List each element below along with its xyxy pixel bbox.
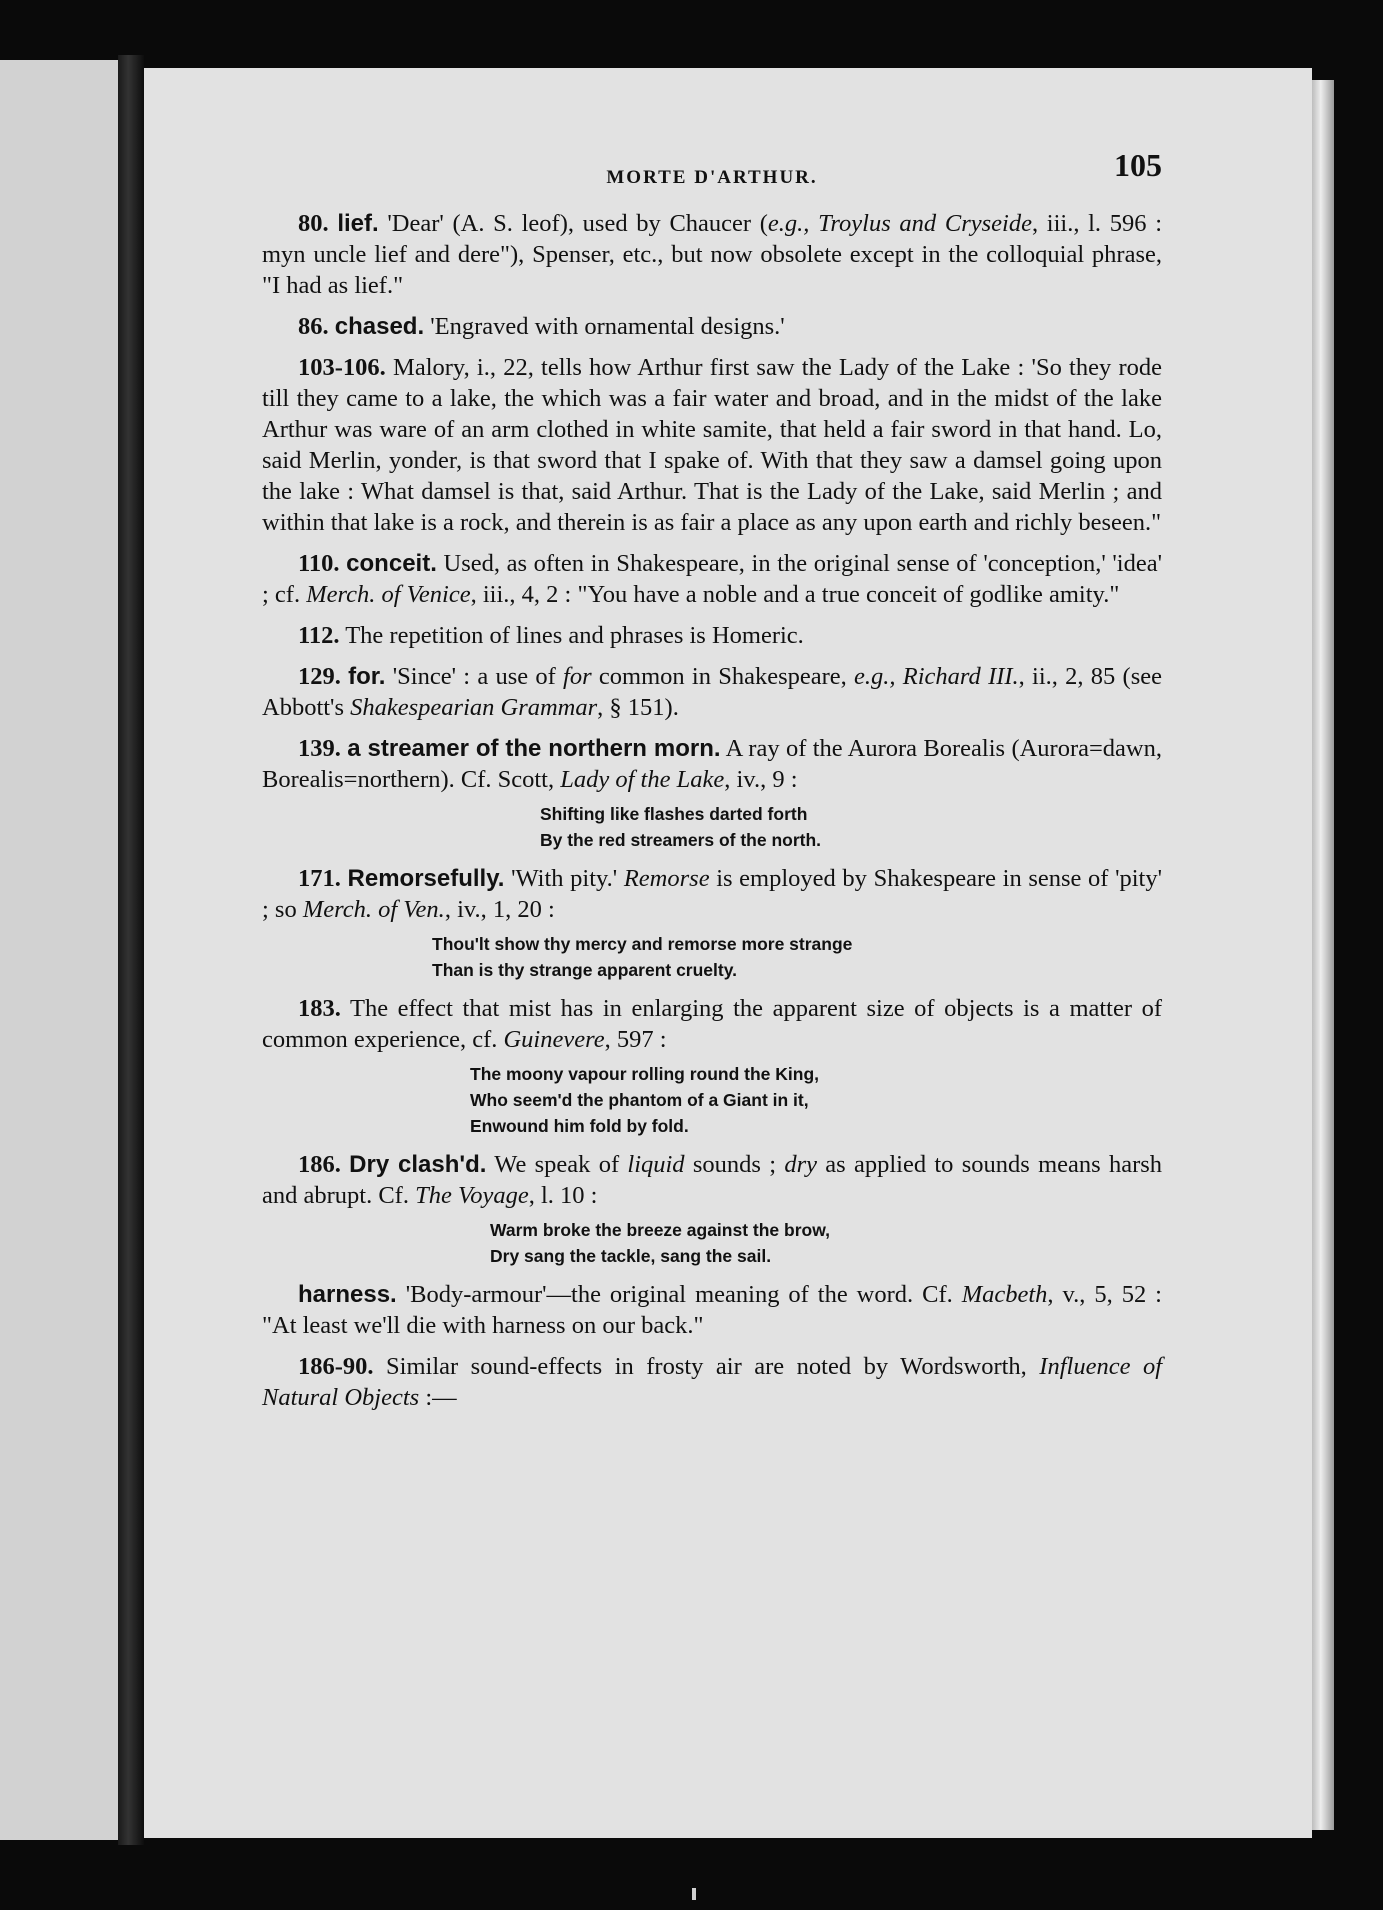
verse-line: Dry sang the tackle, sang the sail. — [490, 1246, 772, 1266]
note-186-90: 186-90. Similar sound-effects in frosty air are noted by Wordsworth, Influence of Natural Objects :— — [262, 1353, 1162, 1411]
verse-line: Warm broke the breeze against the brow, — [490, 1220, 831, 1240]
verse-line: Thou'lt show thy mercy and remorse more strange — [432, 934, 853, 954]
facing-page-edge — [0, 60, 118, 1840]
verse-quote — [262, 801, 1162, 853]
note-139: 139. a streamer of the northern morn. A ray of the Aurora Borealis (Aurora=dawn, Borealis=northern). Cf. Scott, Lady of the Lake, iv., 9 : — [262, 735, 1162, 793]
verse-quote — [262, 1217, 1162, 1269]
note-110: 110. conceit. Used, as often in Shakespeare, in the original sense of 'conception,' 'idea' ; cf. Merch. of Venice, iii., 4, 2 : "You have a noble and a true conceit of godlike amity." — [262, 550, 1163, 608]
page-header — [262, 147, 1162, 208]
note-80: 80. lief. 'Dear' (A. S. leof), used by Chaucer (e.g., Troylus and Cryseide, iii., l. 596 : myn uncle lief and dere"), Spenser, etc., but now obsolete except in the colloquial phrase, "I had as lief." — [262, 210, 1162, 299]
page-number: 105 — [1114, 147, 1162, 183]
note-183: 183. The effect that mist has in enlarging the apparent size of objects is a matter of common experience, cf. Guinevere, 597 : — [262, 995, 1162, 1053]
note-186: 186. Dry clash'd. We speak of liquid sounds ; dry as applied to sounds means harsh and abrupt. Cf. The Voyage, l. 10 : — [262, 1151, 1163, 1209]
note-103-106: 103-106. Malory, i., 22, tells how Arthur first saw the Lady of the Lake : 'So they rode till they came to a lake, the which was a fair water and broad, and in the midst of the lake Arthur was ware of an arm clothed in white samite, that held a fair sword in that hand. Lo, said Merlin, yonder, is that sword that I spake of. With that they saw a damsel going upon the lake : What damsel is that, said Arthur. That is the Lady of the Lake, said Merlin ; and within that lake is a rock, and therein is as fair a place as any upon earth and richly beseen." — [262, 354, 1162, 536]
verse-line: Shifting like flashes darted forth — [540, 804, 808, 824]
verse-line: Enwound him fold by fold. — [470, 1116, 689, 1136]
note-171: 171. Remorsefully. 'With pity.' Remorse is employed by Shakespeare in sense of 'pity' ; so Merch. of Ven., iv., 1, 20 : — [262, 865, 1163, 923]
book-gutter — [118, 55, 144, 1845]
running-head: MORTE D'ARTHUR. — [606, 167, 818, 188]
verse-quote — [262, 1061, 1162, 1139]
verse-line: Who seem'd the phantom of a Giant in it, — [470, 1090, 809, 1110]
verse-quote — [262, 931, 1162, 983]
verse-line: By the red streamers of the north. — [540, 830, 822, 850]
note-86: 86. chased. 'Engraved with ornamental designs.' — [298, 313, 785, 340]
scan-mark — [692, 1888, 696, 1900]
page-fore-edge — [1312, 80, 1334, 1830]
verse-line: Than is thy strange apparent cruelty. — [432, 960, 738, 980]
note-harness: harness. 'Body-armour'—the original meaning of the word. Cf. Macbeth, v., 5, 52 : "At least we'll die with harness on our back." — [262, 1281, 1162, 1339]
page-content — [262, 147, 1163, 1423]
verse-line: The moony vapour rolling round the King, — [470, 1064, 820, 1084]
note-112: 112. The repetition of lines and phrases is Homeric. — [298, 622, 804, 649]
note-129: 129. for. 'Since' : a use of for common in Shakespeare, e.g., Richard III., ii., 2, 85 (see Abbott's Shakespearian Grammar, § 151). — [262, 663, 1163, 721]
